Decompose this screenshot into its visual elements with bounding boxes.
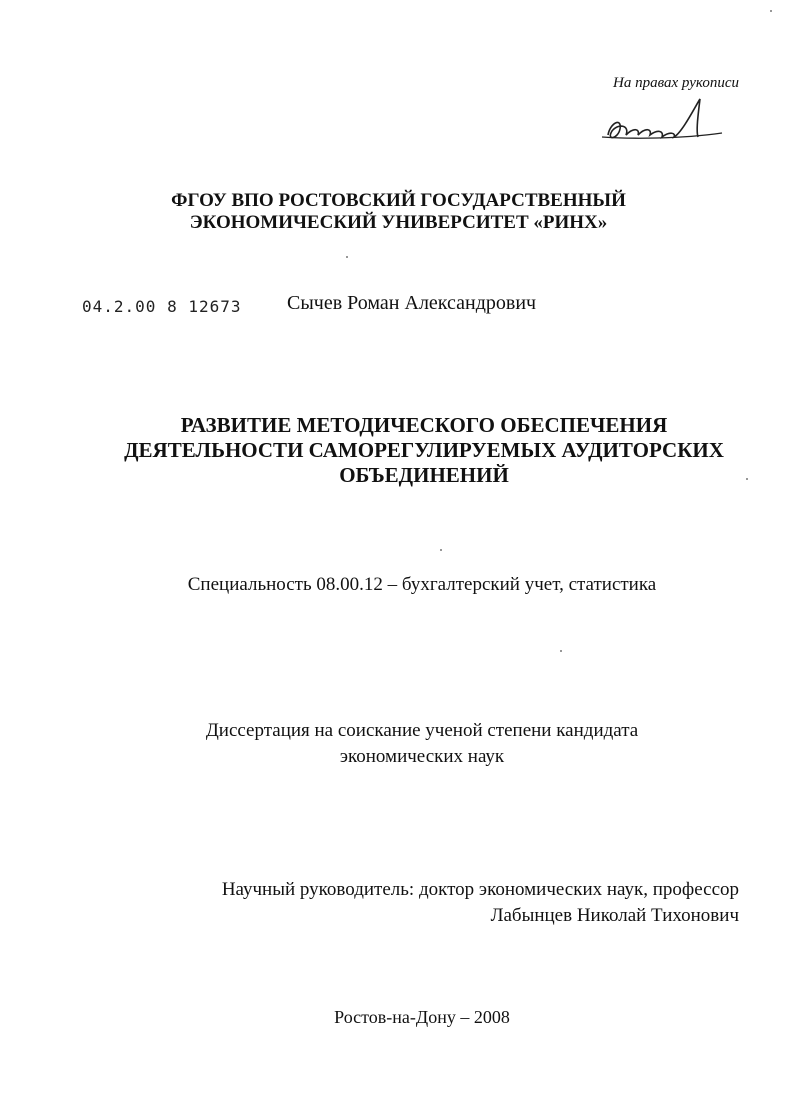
catalog-code: 04.2.00 8 12673 xyxy=(82,297,242,316)
supervisor-line: Лабынцев Николай Тихонович xyxy=(490,905,739,926)
title-line: ОБЪЕДИНЕНИЙ xyxy=(339,463,509,487)
organization-name xyxy=(0,190,797,234)
scan-speck xyxy=(440,549,442,551)
title-line: ДЕЯТЕЛЬНОСТИ САМОРЕГУЛИРУЕМЫХ АУДИТОРСКИХ xyxy=(124,438,724,462)
degree-statement xyxy=(0,718,797,770)
degree-line: Диссертация на соискание ученой степени кандидата xyxy=(205,720,639,741)
rights-note: На правах рукописи xyxy=(613,75,739,91)
degree-line: экономических наук xyxy=(339,746,505,767)
organization-line: ЭКОНОМИЧЕСКИЙ УНИВЕРСИТЕТ «РИНХ» xyxy=(189,212,608,233)
specialty: Специальность 08.00.12 – бухгалтерский учет, статистика xyxy=(187,574,657,595)
scan-speck xyxy=(770,10,772,12)
scan-speck xyxy=(746,478,748,480)
signature-icon xyxy=(600,95,730,150)
scan-speck xyxy=(346,256,348,258)
scan-speck xyxy=(560,650,562,652)
supervisor xyxy=(222,877,739,929)
supervisor-line: Научный руководитель: доктор экономических наук, профессор xyxy=(221,879,739,900)
organization-line: ФГОУ ВПО РОСТОВСКИЙ ГОСУДАРСТВЕННЫЙ xyxy=(171,190,626,211)
author-name: Сычев Роман Александрович xyxy=(287,292,537,314)
place-year: Ростов-на-Дону – 2008 xyxy=(334,1007,510,1027)
title-line: РАЗВИТИЕ МЕТОДИЧЕСКОГО ОБЕСПЕЧЕНИЯ xyxy=(180,413,668,437)
dissertation-title xyxy=(0,413,797,488)
